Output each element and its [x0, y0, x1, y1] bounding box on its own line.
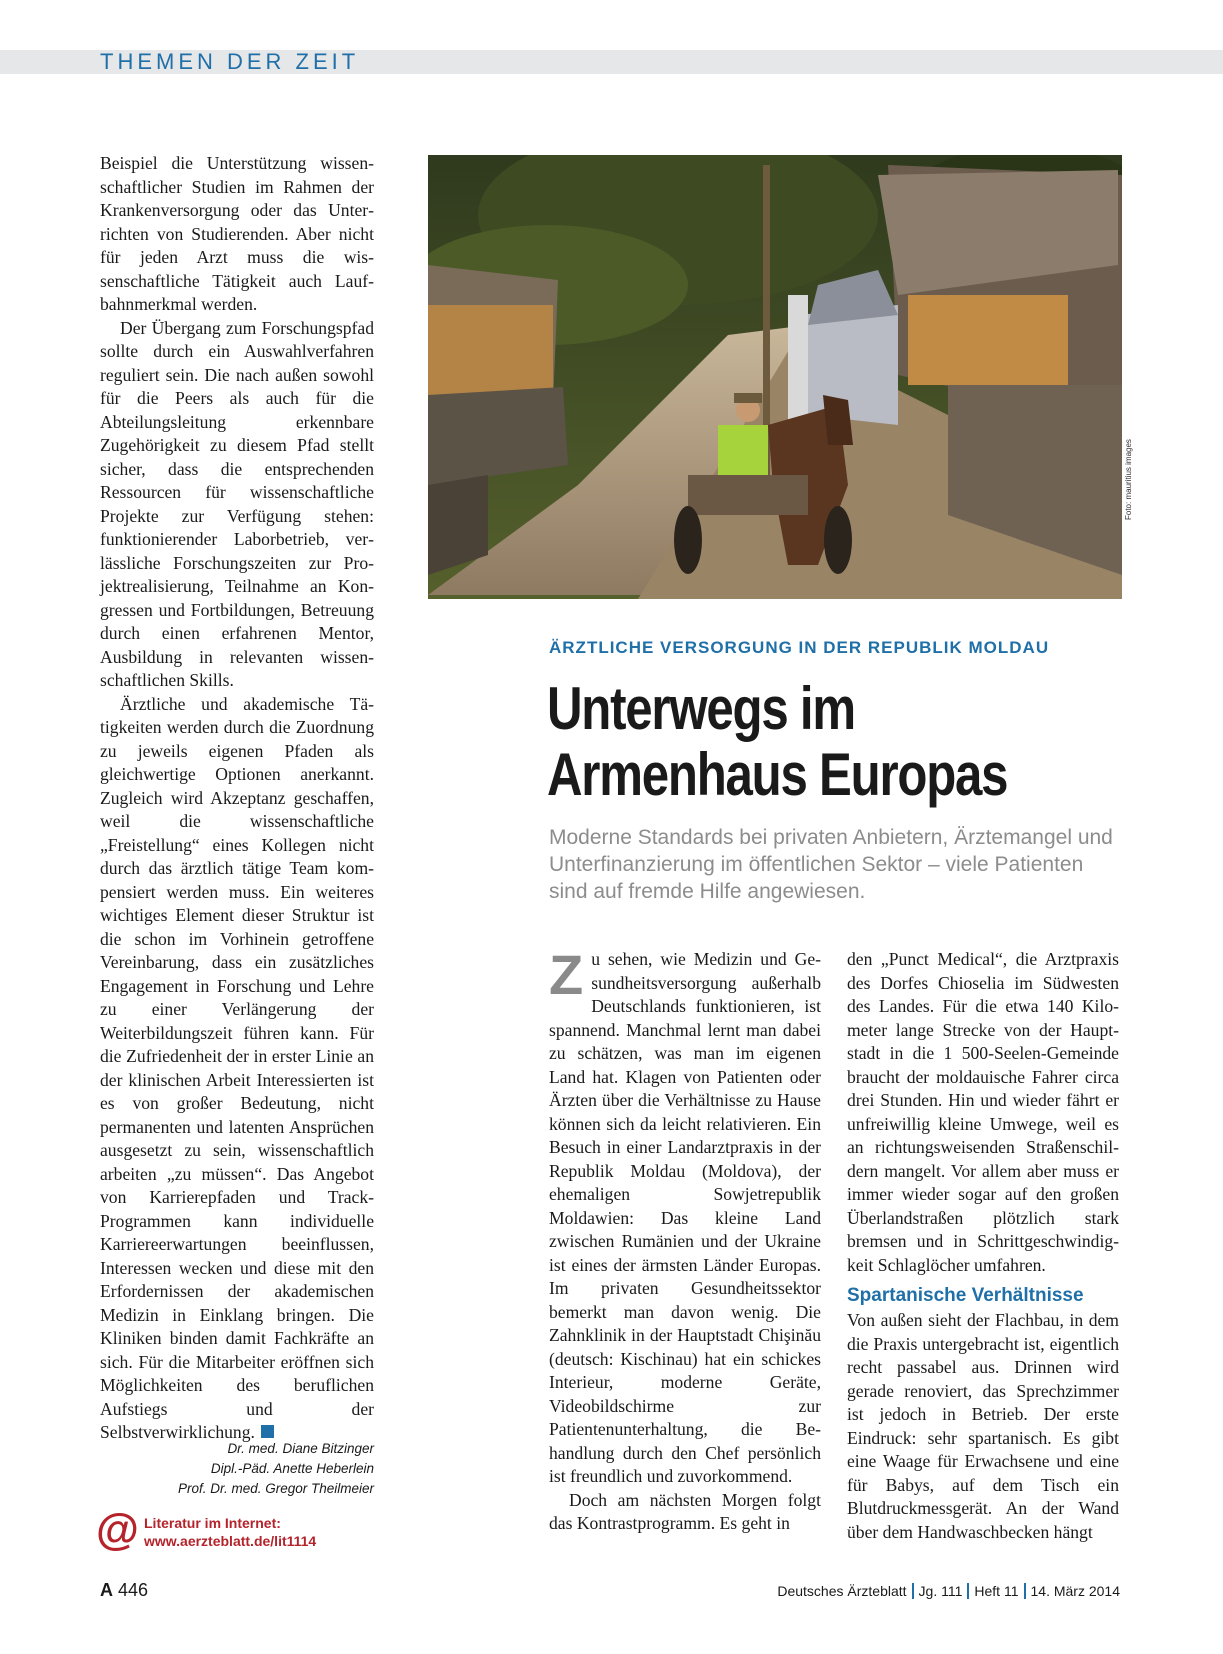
right-paragraph: Von außen sieht der Flachbau, in dem die Praxis untergebracht ist, eigentlich recht passabel aus. Drinnen wird gerade renoviert, das Sprechzimmer ist jedoch in Betrieb. Der erste Eindruck: sehr spartanisch. Es gibt eine Waage für Erwachsene und eine für Babys, auf dem Tisch ein Blutdruckmessgerät. An der Wand über dem Handwaschbecken hängt — [847, 1310, 1119, 1542]
article-photo — [428, 155, 1122, 599]
end-mark-icon — [261, 1425, 274, 1438]
left-paragraph-text: Ärztliche und akademische Tätigkeiten werden durch die Zuordnung zu jeweils eigenen Pfaden als gleichwertige Optionen anerkannt. Zugleich wird Akzeptanz geschaffen, weil die wissenschaftliche „Freistellung“ eines Kollegen nicht durch das ärztlich tätige Team kompensiert werden muss. Ein weiteres wichtiges Element dieser Struktur ist die schon im Vorhinein getroffene Vereinbarung, dass ein zusätzliches Engagement in Forschung und Lehre zu einer Verlängerung der Weiterbildungszeit führen kann. Für die Zufriedenheit der in erster Linie an der klinischen Arbeit Interessierten ist es von großer Bedeutung, nicht permanenten und latenten Ansprüchen ausgesetzt zu sein, wissenschaftlich arbeiten „zu müssen“. Das Angebot von Karrierepfaden und Track-Programmen kann individuelle Karriereerwartungen beeinflussen, Interessen wecken und diese mit den Erfordernissen der akademischen Medizin in Einklang bringen. Die Kliniken binden damit Fachkräfte an sich. Für die Mitarbeiter eröffnen sich Möglichkeiten des beruflichen Aufstiegs und der Selbstverwirklichung. — [100, 693, 374, 1442]
mid-paragraph — [549, 943, 821, 1489]
journal-name: Deutsches Ärzteblatt — [777, 1583, 907, 1599]
headline-line: Armenhaus Europas — [547, 741, 1008, 808]
at-sign-icon: @ — [96, 1505, 139, 1554]
drop-cap: Z — [549, 943, 584, 1006]
article-kicker: ÄRZTLICHE VERSORGUNG IN DER REPUBLIK MOLDAU — [549, 638, 1050, 657]
separator — [912, 1583, 914, 1599]
literature-link[interactable]: www.aerzteblatt.de/lit1114 — [144, 1533, 317, 1549]
article-subtitle: Moderne Standards bei privaten Anbietern, Ärztemangel und Unterfinanzierung im öffentlichen Sektor – viele Patienten sind auf fremde Hilfe angewiesen. — [549, 826, 1113, 903]
middle-column — [549, 943, 821, 1536]
headline-line: Unterwegs im — [547, 675, 855, 742]
page-prefix: A — [100, 1580, 113, 1600]
left-paragraph: Beispiel die Unterstützung wissenschaftlicher Studien im Rahmen der Krankenversorgung oder das Unterrichten von Studierenden. Aber nicht für jeden Arzt muss die wissenschaftliche Tätigkeit auch Laufbahnmerkmal werden. — [100, 153, 374, 314]
right-paragraph: den „Punct Medical“, die Arztpraxis des Dorfes Chioselia im Südwesten des Landes. Für die etwa 140 Kilometer lange Strecke von der Hauptstadt in die 1 500-Seelen-Gemeinde braucht der moldauische Fahrer circa drei Stunden. Hin und wieder fährt er unfreiwillig kleine Umwege, weil es an richtungsweisenden Straßenschildern mangelt. Vor allem aber muss er immer wieder sogar auf den großen Überlandstraßen plötzlich stark bremsen und in Schrittgeschwindigkeit Schlaglöcher umfahren. — [847, 949, 1119, 1275]
literature-label: Literatur im Internet: — [144, 1515, 281, 1531]
author-list — [100, 1439, 374, 1499]
page-number — [100, 1580, 148, 1601]
right-column — [847, 948, 1119, 1544]
journal-date: 14. März 2014 — [1030, 1583, 1120, 1599]
author: Prof. Dr. med. Gregor Theilmeier — [177, 1481, 374, 1496]
separator — [967, 1583, 969, 1599]
mid-paragraph: Doch am nächsten Morgen folgt das Kontrastprogramm. Es geht in — [549, 1489, 821, 1533]
page-number-value: 446 — [118, 1580, 149, 1600]
separator — [1024, 1583, 1026, 1599]
journal-issue: Heft 11 — [974, 1583, 1019, 1599]
section-label: THEMEN DER ZEIT — [100, 49, 360, 74]
left-paragraph — [100, 693, 374, 1445]
literature-text — [144, 1514, 316, 1550]
mid-paragraph-text: u sehen, wie Medizin und Gesundheitsversorgung außerhalb Deutschlands funktionieren, ist spannend. Manchmal lernt man dabei zu schätzen, was man im eigenen Land hat. Klagen von Patienten oder Ärzten über die Verhältnisse zu Hause können sich da leicht relativieren. Ein Besuch in einer Landarztpraxis in der Republik Moldau (Moldova), der ehemaligen Sowjetrepublik Moldawien: Das kleine Land zwischen Rumänien und der Ukraine ist eines der ärmsten Länder Europas. Im privaten Gesundheitssektor bemerkt man davon wenig. Die Zahnklinik in der Hauptstadt Chişinău (deutsch: Kischinau) hat ein schickes Interieur, moderne Geräte, Videobildschirme zur Patientenunterhaltung, die Behandlung durch den Chef persönlich ist freundlich und zuvorkommend. — [549, 949, 821, 1486]
left-paragraph: Der Übergang zum Forschungspfad sollte durch ein Auswahlverfahren reguliert sein. Die nach außen sowohl für die Peers als auch für die Abteilungsleitung erkennbare Zugehörigkeit zu diesem Pfad stellt sicher, dass die entsprechenden Ressourcen für wissenschaftliche Projekte zur Verfügung stehen: funktionierender Laborbetrieb, verlässliche Forschungszeiten zur Projektrealisierung, Teilnahme an Kongressen und Fortbildungen, Betreuung durch einen erfahrenen Mentor, Ausbildung in relevanten wissenschaftlichen Skills. — [100, 317, 374, 690]
left-column — [100, 152, 374, 1445]
photo-credit: Foto: mauritius images — [1124, 439, 1133, 520]
journal-footer — [777, 1583, 1120, 1599]
author: Dipl.-Päd. Anette Heberlein — [210, 1461, 374, 1476]
author: Dr. med. Diane Bitzinger — [227, 1441, 374, 1456]
journal-volume: Jg. 111 — [918, 1583, 963, 1599]
article-headline — [547, 676, 1006, 808]
literature-box — [96, 1505, 376, 1560]
village-road-horse-cart-image — [428, 155, 1122, 599]
subheading: Spartanische Verhältnisse — [847, 1285, 1084, 1306]
